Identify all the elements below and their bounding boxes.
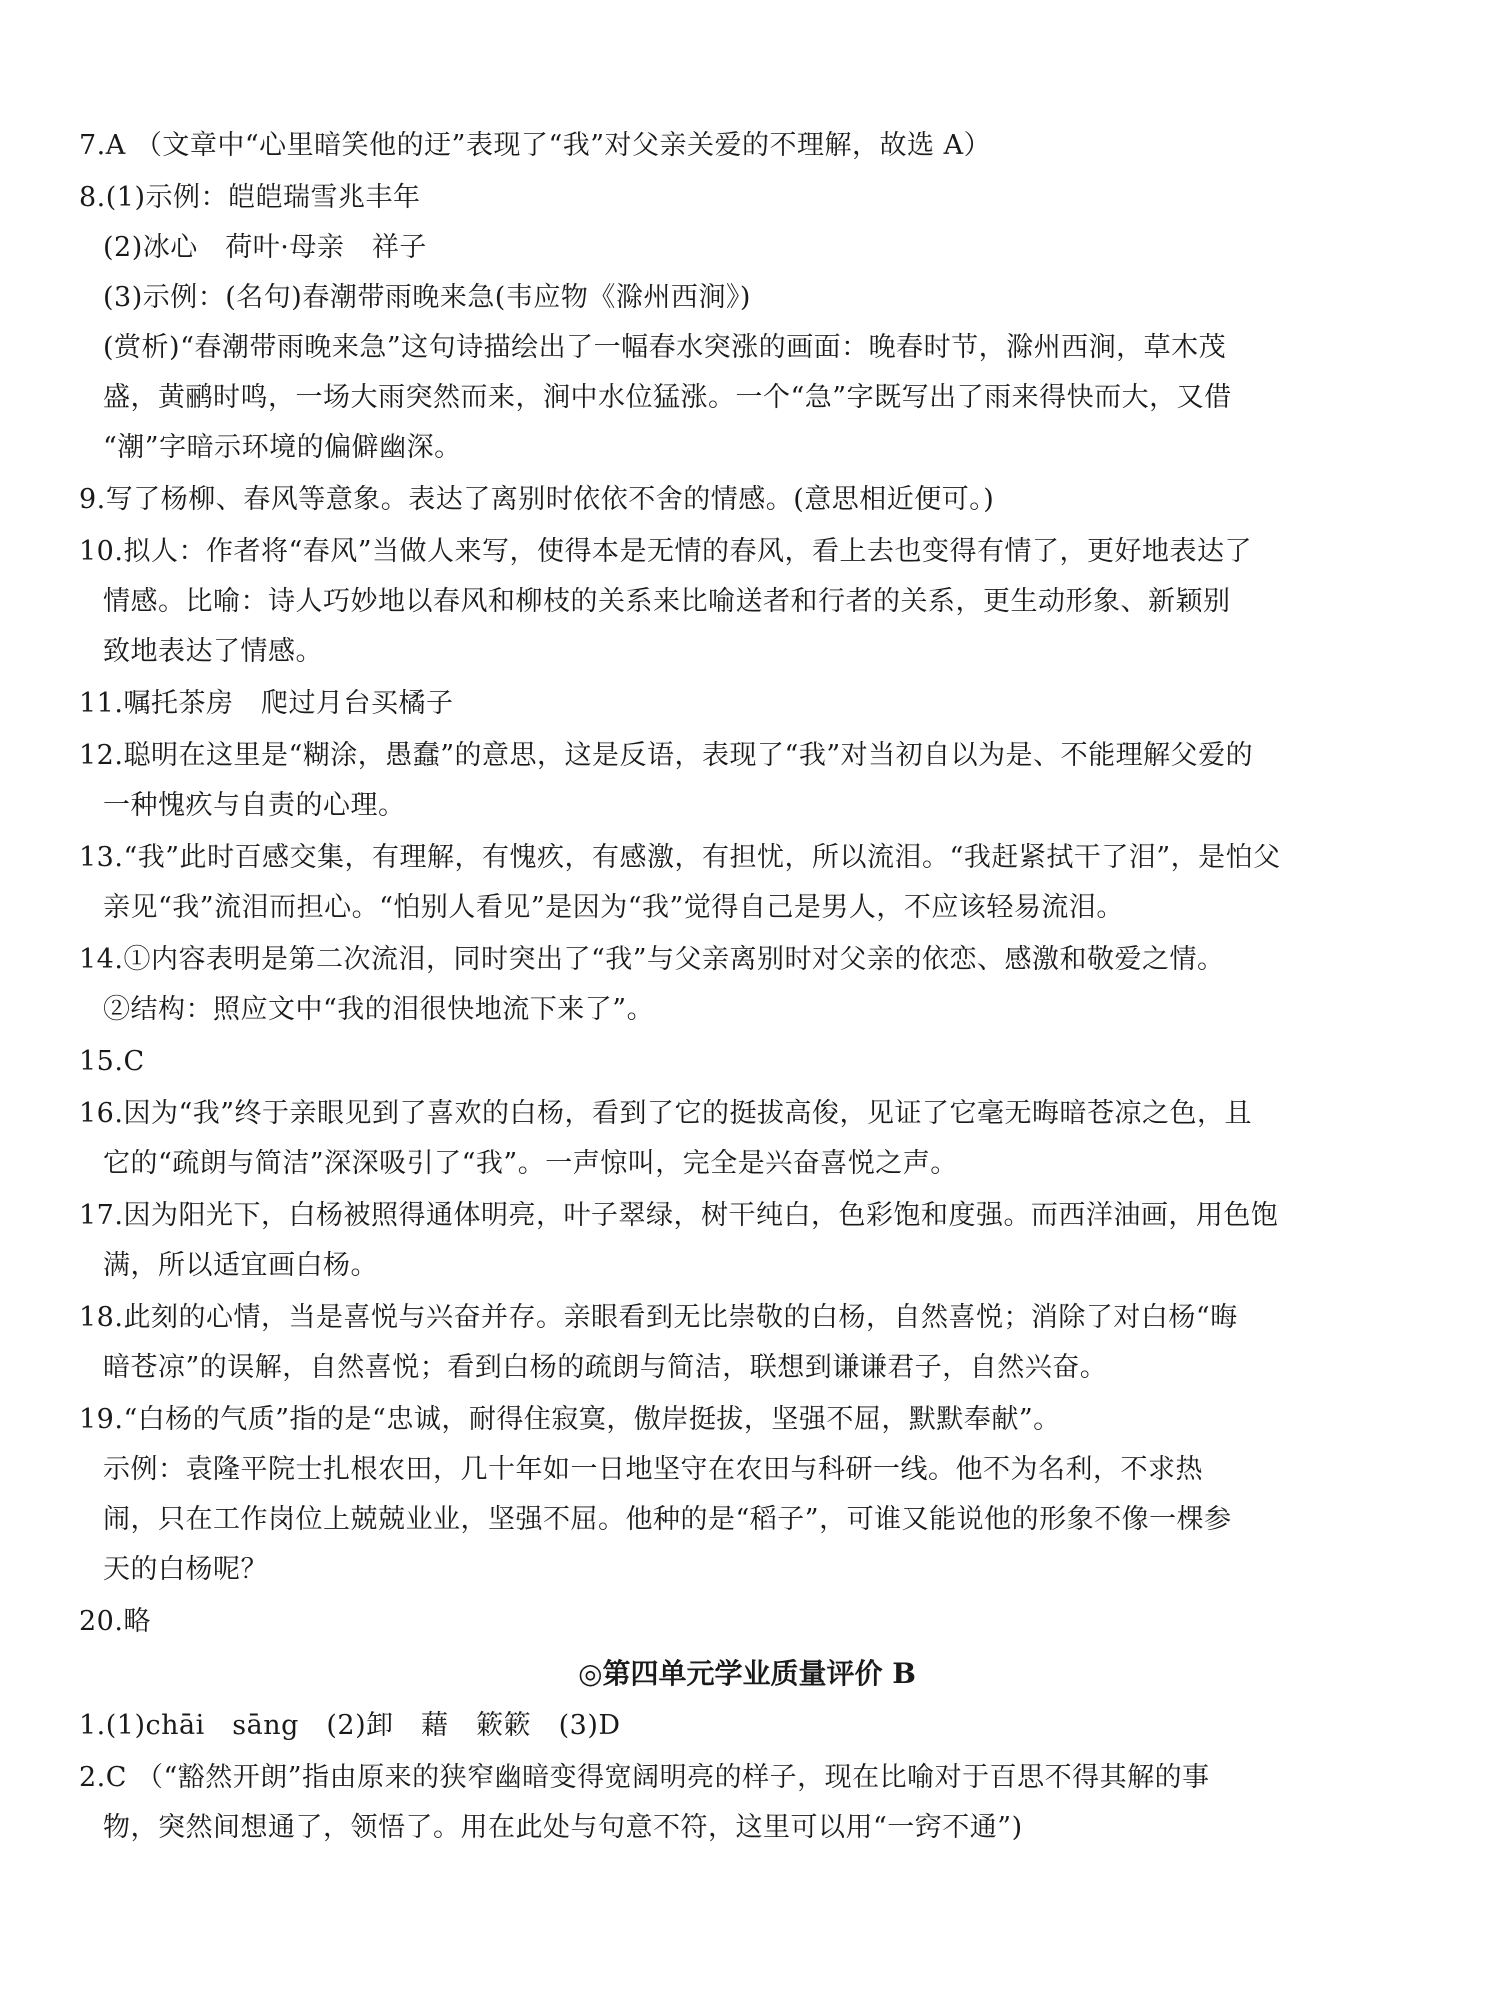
answer-10-line-1: 10.拟人：作者将“春风”当做人来写，使得本是无情的春风，看上去也变得有情了，更好地表达了 — [79, 536, 1253, 567]
answer-8-part-2: (2)冰心 荷叶·母亲 祥子 — [103, 232, 427, 263]
answer-20: 20.略 — [79, 1606, 151, 1637]
answer-18-line-2: 暗苍凉”的误解，自然喜悦；看到白杨的疏朗与简洁，联想到谦谦君子，自然兴奋。 — [103, 1352, 1108, 1383]
answer-8-part-1: 8.(1)示例：皑皑瑞雪兆丰年 — [79, 182, 421, 213]
answer-12-line-2: 一种愧疚与自责的心理。 — [103, 790, 406, 821]
answer-8-part-3: (3)示例：(名句)春潮带雨晚来急(韦应物《滁州西涧》) — [103, 282, 751, 313]
answer-19-example-line-1: 示例：袁隆平院士扎根农田，几十年如一日地坚守在农田与科研一线。他不为名利，不求热 — [103, 1454, 1203, 1485]
section-b-answer-2-line-2: 物，突然间想通了，领悟了。用在此处与句意不符，这里可以用“一窍不通”) — [103, 1812, 1023, 1843]
answer-8-analysis-line-3: “潮”字暗示环境的偏僻幽深。 — [103, 432, 462, 463]
answer-8-analysis-line-2: 盛，黄鹂时鸣，一场大雨突然而来，涧中水位猛涨。一个“急”字既写出了雨来得快而大，又借 — [103, 382, 1232, 413]
answer-13-line-2: 亲见“我”流泪而担心。“怕别人看见”是因为“我”觉得自己是男人，不应该轻易流泪。 — [103, 892, 1124, 923]
answer-12-line-1: 12.聪明在这里是“糊涂，愚蠢”的意思，这是反语，表现了“我”对当初自以为是、不能理解父爱的 — [79, 740, 1254, 771]
answer-19-example-line-2: 闹，只在工作岗位上兢兢业业，坚强不屈。他种的是“稻子”，可谁又能说他的形象不像一棵参 — [103, 1504, 1232, 1535]
answer-7: 7.A （文章中“心里暗笑他的迂”表现了“我”对父亲关爱的不理解，故选 A） — [79, 130, 992, 161]
answer-17-line-2: 满，所以适宜画白杨。 — [103, 1250, 378, 1281]
answer-10-line-2: 情感。比喻：诗人巧妙地以春风和柳枝的关系来比喻送者和行者的关系，更生动形象、新颖别 — [103, 586, 1231, 617]
answer-14-line-2: ②结构：照应文中“我的泪很快地流下来了”。 — [103, 994, 655, 1025]
answer-10-line-3: 致地表达了情感。 — [103, 636, 323, 667]
answer-15: 15.C — [79, 1046, 145, 1077]
answer-17-line-1: 17.因为阳光下，白杨被照得通体明亮，叶子翠绿，树干纯白，色彩饱和度强。而西洋油画，用色饱 — [79, 1200, 1279, 1231]
answer-13-line-1: 13.“我”此时百感交集，有理解，有愧疚，有感激，有担忧，所以流泪。“我赶紧拭干了泪”，是怕父 — [79, 842, 1281, 873]
answer-9: 9.写了杨柳、春风等意象。表达了离别时依依不舍的情感。(意思相近便可。) — [79, 484, 995, 515]
section-b-answer-1: 1.(1)chāi sāng (2)卸 藉 簌簌 (3)D — [79, 1710, 621, 1741]
section-heading: ◎第四单元学业质量评价 B — [578, 1657, 916, 1690]
answer-19-line-1: 19.“白杨的气质”指的是“忠诚，耐得住寂寞，傲岸挺拔，坚强不屈，默默奉献”。 — [79, 1404, 1061, 1435]
answer-19-example-line-3: 天的白杨呢？ — [103, 1554, 268, 1585]
section-b-answer-2-line-1: 2.C （“豁然开朗”指由原来的狭窄幽暗变得宽阔明亮的样子，现在比喻对于百思不得其解的事 — [79, 1762, 1210, 1793]
answer-14-line-1: 14.①内容表明是第二次流泪，同时突出了“我”与父亲离别时对父亲的依恋、感激和敬爱之情。 — [79, 944, 1225, 975]
answer-8-analysis-line-1: (赏析)“春潮带雨晚来急”这句诗描绘出了一幅春水突涨的画面：晚春时节，滁州西涧，草木茂 — [103, 332, 1227, 363]
answer-11: 11.嘱托茶房 爬过月台买橘子 — [79, 688, 454, 719]
answer-16-line-1: 16.因为“我”终于亲眼见到了喜欢的白杨，看到了它的挺拔高俊，见证了它毫无晦暗苍凉之色，且 — [79, 1098, 1253, 1129]
answer-18-line-1: 18.此刻的心情，当是喜悦与兴奋并存。亲眼看到无比崇敬的白杨，自然喜悦；消除了对白杨“晦 — [79, 1302, 1238, 1333]
answer-16-line-2: 它的“疏朗与简洁”深深吸引了“我”。一声惊叫，完全是兴奋喜悦之声。 — [103, 1148, 958, 1179]
